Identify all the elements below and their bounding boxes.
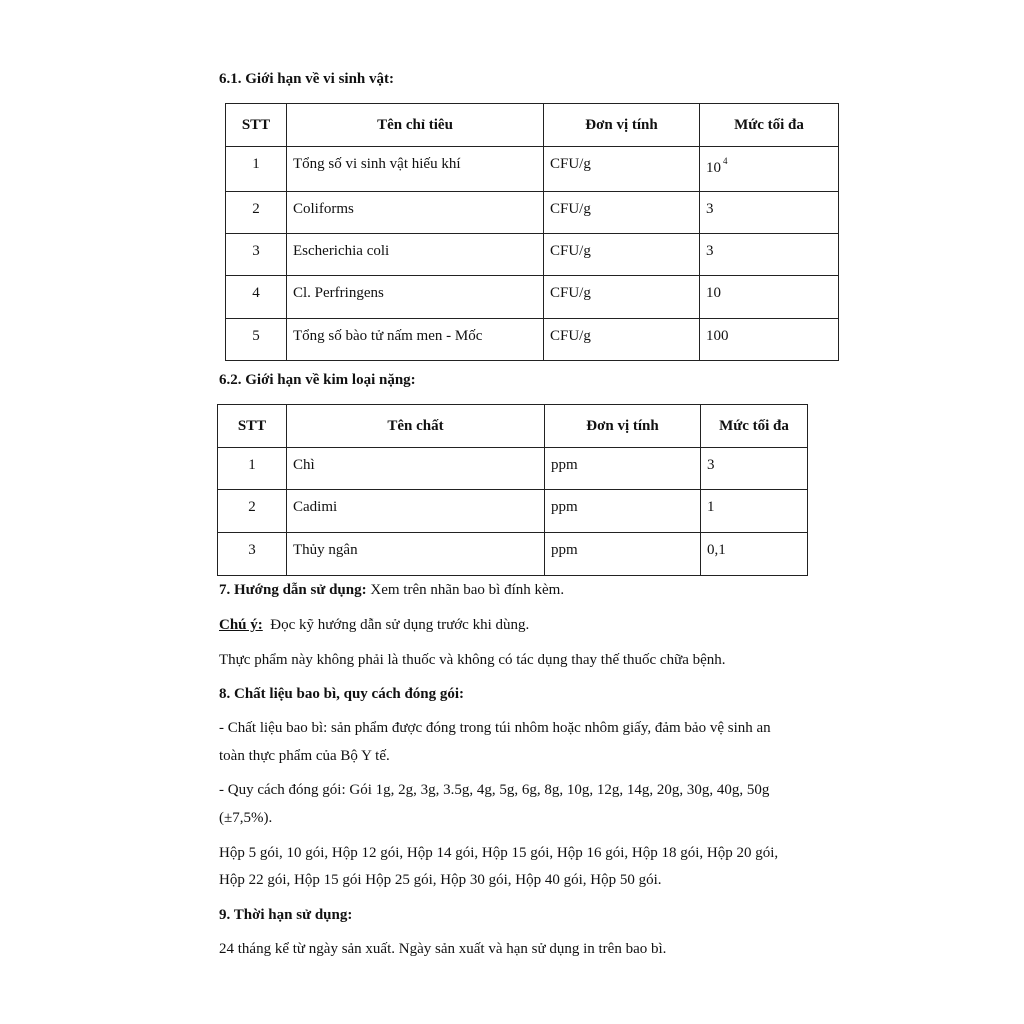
table-row (226, 192, 839, 234)
note (219, 612, 529, 639)
packaging-spec-line-1: - Quy cách đóng gói: Gói 1g, 2g, 3g, 3.5g, 4g, 5g, 6g, 8g, 10g, 12g, 14g, 20g, 30g, 40g, 50g (219, 782, 770, 798)
cell-max: 3 (701, 448, 808, 490)
table-header-row (218, 405, 808, 448)
cell-stt: 2 (218, 490, 287, 533)
header-stt: STT (226, 104, 287, 147)
not-medicine-warning: Thực phẩm này không phải là thuốc và không có tác dụng thay thế thuốc chữa bệnh. (219, 652, 726, 668)
cell-name: Escherichia coli (287, 234, 544, 276)
packaging-material-line-2: toàn thực phẩm của Bộ Y tế. (219, 748, 390, 764)
header-unit: Đơn vị tính (545, 405, 701, 448)
cell-max: 3 (700, 192, 839, 234)
cell-name: Coliforms (287, 192, 544, 234)
cell-name: Chì (287, 448, 545, 490)
shelf-life-text: 24 tháng kể từ ngày sản xuất. Ngày sản xuất và hạn sử dụng in trên bao bì. (219, 941, 667, 957)
cell-name: Cadimi (287, 490, 545, 533)
table-row (218, 533, 808, 576)
heavy-metals-table (217, 404, 808, 576)
table-row (218, 448, 808, 490)
cell-max: 0,1 (701, 533, 808, 576)
cell-unit: ppm (545, 490, 701, 533)
cell-max: 1 (701, 490, 808, 533)
microbial-limits-table (225, 103, 839, 361)
header-max: Mức tối đa (701, 405, 808, 448)
usage-instructions (219, 577, 564, 604)
table-row (218, 490, 808, 533)
cell-max (700, 147, 839, 192)
section-6-1-title: 6.1. Giới hạn về vi sinh vật: (219, 71, 394, 87)
note-text: Đọc kỹ hướng dẫn sử dụng trước khi dùng. (262, 617, 530, 633)
cell-unit: CFU/g (544, 147, 700, 192)
table-row (226, 147, 839, 192)
usage-text: Xem trên nhãn bao bì đính kèm. (366, 582, 565, 598)
header-unit: Đơn vị tính (544, 104, 700, 147)
packaging-spec-line-2: (±7,5%). (219, 810, 273, 826)
section-9-title: 9. Thời hạn sử dụng: (219, 907, 353, 923)
cell-name: Thủy ngân (287, 533, 545, 576)
cell-stt: 1 (226, 147, 287, 192)
header-name: Tên chất (287, 405, 545, 448)
cell-unit: CFU/g (544, 319, 700, 361)
cell-max-base: 10 (706, 160, 721, 176)
cell-max: 3 (700, 234, 839, 276)
header-name: Tên chỉ tiêu (287, 104, 544, 147)
box-options-line-2: Hộp 22 gói, Hộp 15 gói Hộp 25 gói, Hộp 30 gói, Hộp 40 gói, Hộp 50 gói. (219, 872, 662, 888)
cell-stt: 4 (226, 276, 287, 319)
section-6-2-title: 6.2. Giới hạn về kim loại nặng: (219, 372, 416, 388)
table-row (226, 319, 839, 361)
cell-max: 10 (700, 276, 839, 319)
cell-stt: 5 (226, 319, 287, 361)
header-max: Mức tối đa (700, 104, 839, 147)
table-header-row (226, 104, 839, 147)
note-label: Chú ý: (219, 617, 263, 633)
box-options-line-1: Hộp 5 gói, 10 gói, Hộp 12 gói, Hộp 14 gói, Hộp 15 gói, Hộp 16 gói, Hộp 18 gói, Hộp 20 gói, (219, 845, 779, 861)
cell-unit: CFU/g (544, 234, 700, 276)
cell-name: Cl. Perfringens (287, 276, 544, 319)
table-row (226, 276, 839, 319)
header-stt: STT (218, 405, 287, 448)
table-row (226, 234, 839, 276)
cell-max: 100 (700, 319, 839, 361)
cell-unit: ppm (545, 448, 701, 490)
cell-unit: CFU/g (544, 192, 700, 234)
cell-name: Tổng số bào tử nấm men - Mốc (287, 319, 544, 361)
cell-stt: 3 (226, 234, 287, 276)
cell-stt: 2 (226, 192, 287, 234)
section-8-title: 8. Chất liệu bao bì, quy cách đóng gói: (219, 686, 465, 702)
cell-unit: ppm (545, 533, 701, 576)
cell-unit: CFU/g (544, 276, 700, 319)
cell-stt: 1 (218, 448, 287, 490)
cell-stt: 3 (218, 533, 287, 576)
usage-label: 7. Hướng dẫn sử dụng: (219, 582, 367, 598)
cell-max-exponent: 4 (723, 156, 728, 166)
packaging-material-line-1: - Chất liệu bao bì: sản phẩm được đóng trong túi nhôm hoặc nhôm giấy, đảm bảo vệ sinh an (219, 720, 771, 736)
cell-name: Tổng số vi sinh vật hiếu khí (287, 147, 544, 192)
